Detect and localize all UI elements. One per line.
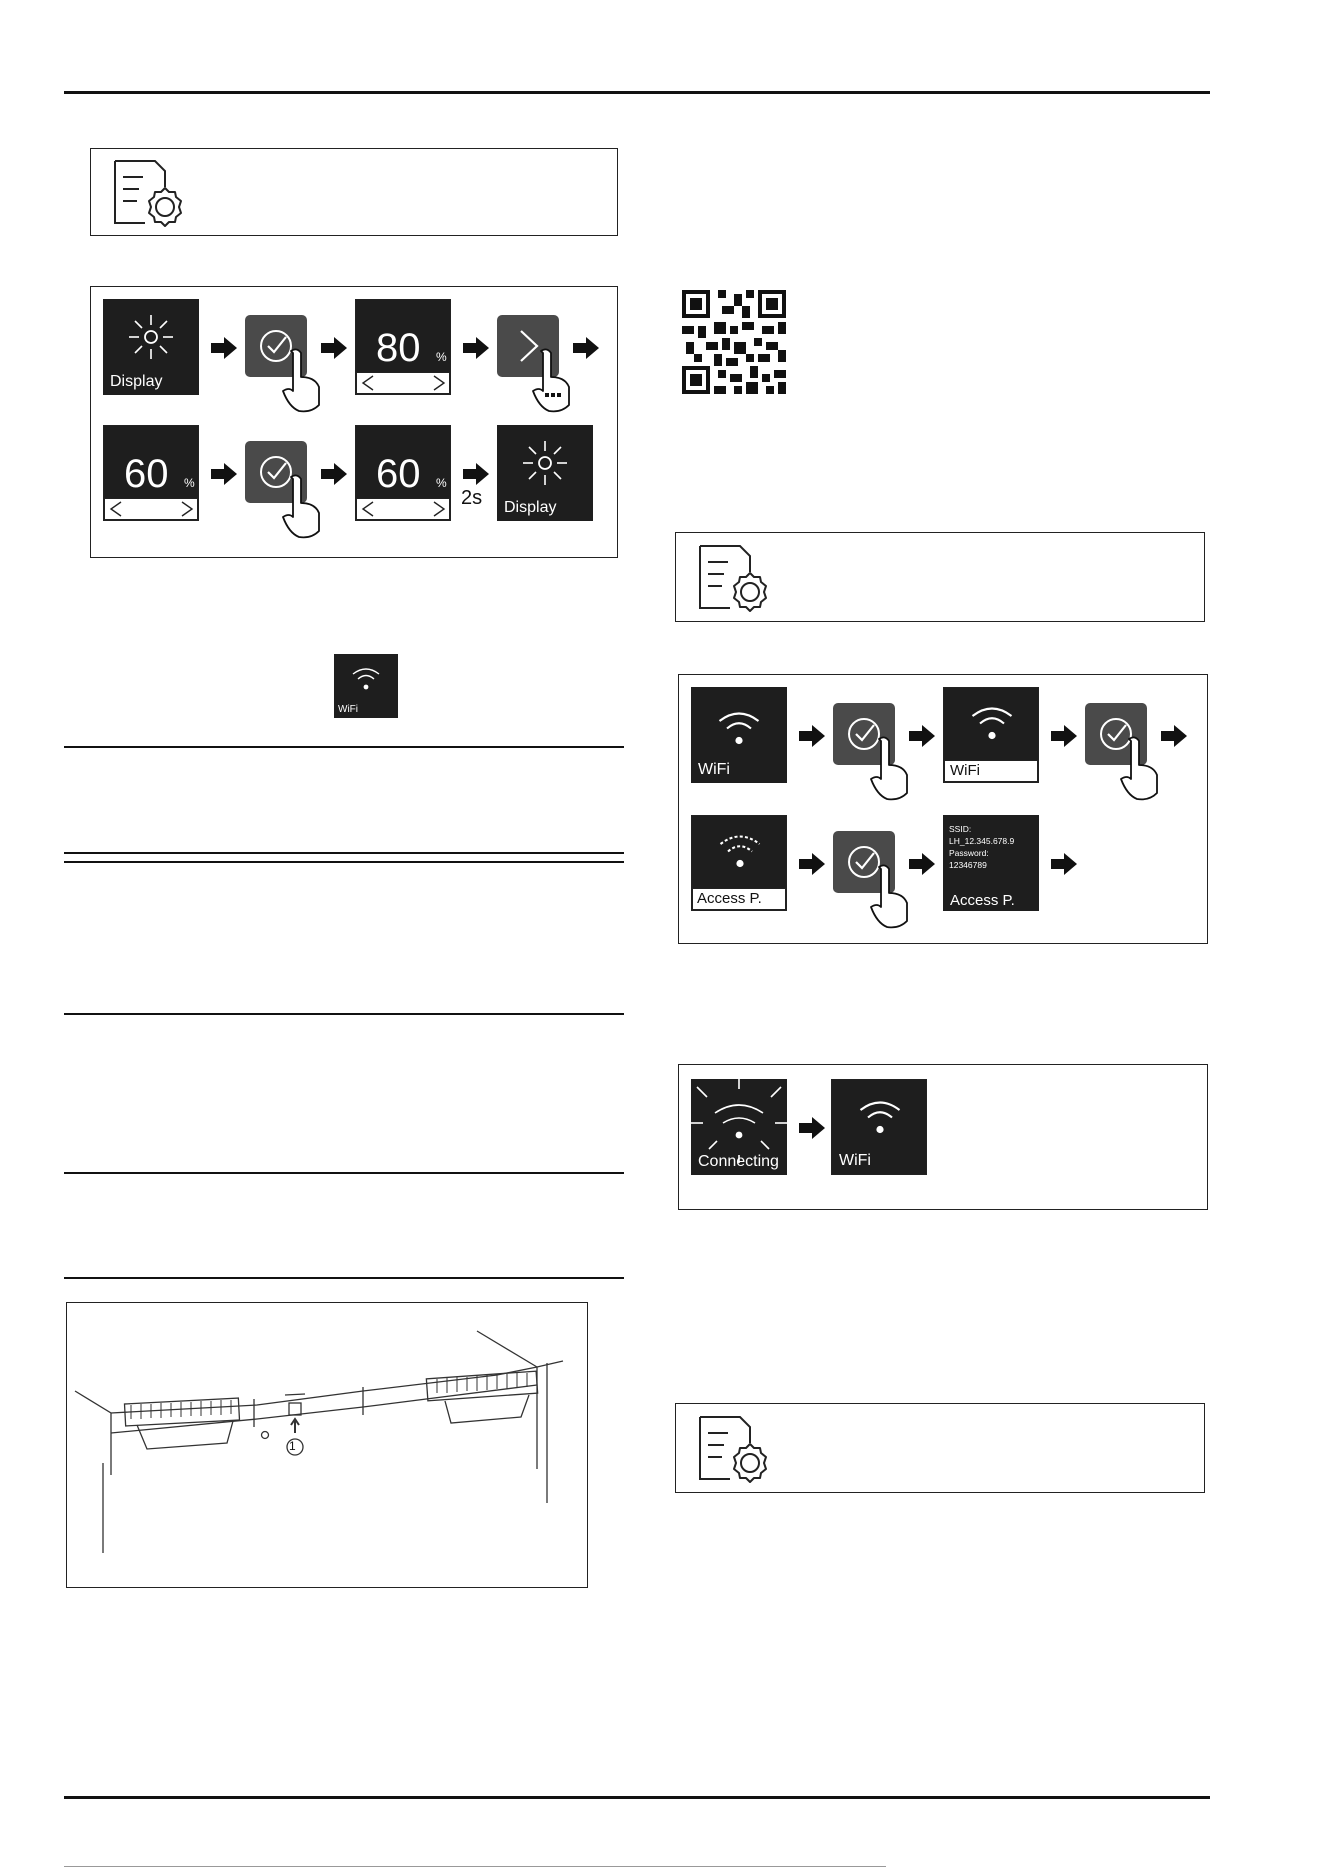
- hand-pointer-icon: [869, 863, 913, 931]
- right-arrow-icon: [573, 337, 599, 359]
- access-point-tile: [691, 815, 787, 911]
- section-rule-2a: [64, 852, 624, 854]
- display-brightness-flow: [90, 286, 618, 558]
- right-arrow-icon: [909, 853, 935, 875]
- hand-pointer-icon: [531, 347, 575, 415]
- settings-box-3: [675, 1403, 1205, 1493]
- sun-icon: [521, 439, 569, 487]
- display-tile-end-label: Display: [504, 499, 557, 516]
- right-arrow-icon: [1051, 853, 1077, 875]
- password-value: 12346789: [949, 860, 987, 870]
- label-strip: Access P.: [692, 888, 786, 910]
- appliance-top-illustration: [67, 1303, 585, 1585]
- bottom-rule: [64, 1796, 1210, 1799]
- wifi-tile: [691, 687, 787, 783]
- wifi-tile-selected: [943, 687, 1039, 783]
- wifi-icon: [968, 698, 1016, 746]
- wifi-connected-label: WiFi: [839, 1152, 871, 1169]
- value-80: 80: [376, 326, 421, 370]
- right-arrow-icon: [799, 725, 825, 747]
- settings-document-icon: [694, 1413, 778, 1485]
- right-arrow-icon: [1051, 725, 1077, 747]
- value-tile-60-b: [355, 425, 451, 521]
- section-rule-2b: [64, 861, 624, 863]
- password-label: Password:: [949, 848, 989, 858]
- footer-line: [64, 1866, 886, 1867]
- section-rule-5: [64, 1277, 624, 1279]
- wifi-connected-tile: [831, 1079, 927, 1175]
- right-arrow-icon: [1161, 725, 1187, 747]
- hand-pointer-icon: [281, 347, 325, 415]
- right-arrow-icon: [211, 337, 237, 359]
- qr-code-icon: [682, 290, 786, 394]
- right-arrow-icon: [321, 463, 347, 485]
- value-selector-strip: [356, 498, 450, 520]
- wifi-access-point-flow: [678, 674, 1208, 944]
- section-rule-4: [64, 1172, 624, 1174]
- wifi-icon: [715, 703, 763, 751]
- access-point-info-label: Access P.: [950, 892, 1015, 909]
- sun-icon: [127, 313, 175, 361]
- timer-label: 2s: [461, 487, 483, 509]
- wifi-connecting-flow: [678, 1064, 1208, 1210]
- label-strip: WiFi: [944, 760, 1038, 782]
- display-tile: [103, 299, 199, 395]
- right-arrow-icon: [909, 725, 935, 747]
- connecting-tile: [691, 1079, 787, 1175]
- settings-document-icon: [694, 542, 778, 614]
- value-60-a: 60: [124, 452, 169, 496]
- right-arrow-icon: [463, 463, 489, 485]
- right-arrow-icon: [463, 337, 489, 359]
- value-selector-strip: [104, 498, 198, 520]
- value-tile-60-a: [103, 425, 199, 521]
- wifi-symbol: [334, 654, 398, 718]
- right-arrow-icon: [321, 337, 347, 359]
- top-rule: [64, 91, 1210, 94]
- right-arrow-icon: [799, 1117, 825, 1139]
- value-tile-80: [355, 299, 451, 395]
- figure-callout: 1: [289, 1439, 296, 1453]
- connecting-tile-label: Connecting: [698, 1153, 779, 1170]
- hand-pointer-icon: [281, 473, 325, 541]
- appliance-figure: [66, 1302, 588, 1588]
- display-tile-end: [497, 425, 593, 521]
- hand-pointer-icon: [1119, 735, 1163, 803]
- wifi-icon: [350, 662, 382, 694]
- right-arrow-icon: [211, 463, 237, 485]
- ssid-value: LH_12.345.678.9: [949, 836, 1015, 846]
- percent-sign: %: [436, 350, 447, 364]
- section-rule-3: [64, 1013, 624, 1015]
- hand-pointer-icon: [869, 735, 913, 803]
- settings-box-1: [90, 148, 618, 236]
- right-arrow-icon: [799, 853, 825, 875]
- settings-document-icon: [109, 157, 193, 229]
- value-selector-strip: [356, 372, 450, 394]
- ssid-label: SSID:: [949, 824, 972, 834]
- settings-box-2: [675, 532, 1205, 622]
- wifi-icon: [716, 826, 764, 874]
- wifi-symbol-label: WiFi: [338, 704, 358, 715]
- wifi-icon: [856, 1092, 904, 1140]
- percent-sign: %: [184, 476, 195, 490]
- wifi-tile-label: WiFi: [698, 761, 730, 778]
- value-60-b: 60: [376, 452, 421, 496]
- access-point-info-tile: [943, 815, 1039, 911]
- section-rule-1: [64, 746, 624, 748]
- display-tile-label: Display: [110, 373, 163, 390]
- percent-sign: %: [436, 476, 447, 490]
